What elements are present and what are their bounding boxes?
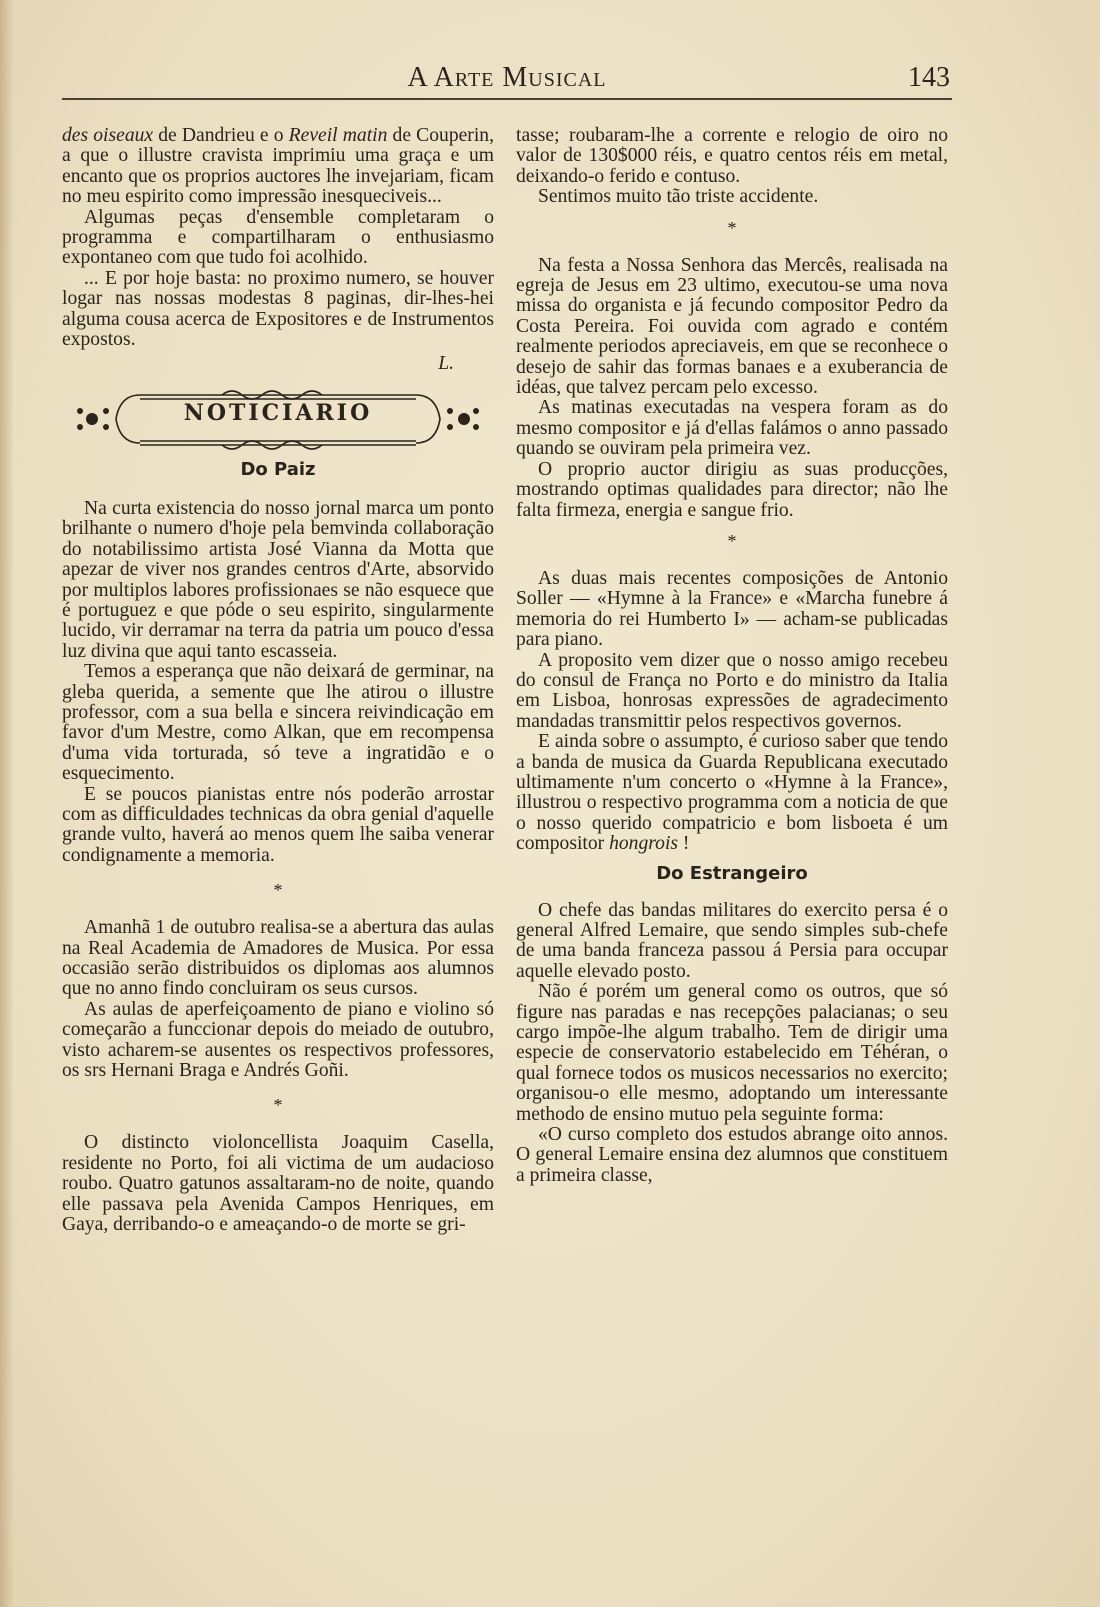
article-paragraph: Não é porém um general como os outros, que só figure nas paradas e nas recepções palacianas; o seu cargo impõe-lhe algum trabalho. Tem de dirigir uma especie de conservatorio estabelecido em Téhéran, o qual fornece todos os musicos necessarios no exercito; organisou-o elle mesmo, adoptando um interessante methodo de ensino mutuo pela seguinte forma:	[516, 981, 948, 1125]
journal-title: A Arte Musical	[407, 62, 607, 93]
section-heading-do-paiz: Do Paiz	[240, 458, 316, 480]
article-paragraph: Algumas peças d'ensemble completaram o programma e compartilharam o enthusiasmo expontaneo com que tudo foi acolhido.	[62, 206, 494, 269]
article-paragraph	[62, 126, 494, 208]
article-paragraph: E se poucos pianistas entre nós poderão arrostar com as difficuldades technicas da obra genial d'aquelle grande vulto, haverá ao menos quem lhe saiba venerar condignamente a memoria.	[62, 783, 494, 866]
author-signature: L.	[438, 353, 454, 375]
paragraph-text: de Couperin, a que o illustre cravista imprimiu uma graça e um encanto que os proprios auctores lhe invejariam, ficam no meu espirito como impressão inesqueciveis...	[62, 125, 494, 208]
paragraph-text: de Dandrieu e o	[153, 125, 289, 146]
article-paragraph: Temos a esperança que não deixará de germinar, na gleba querida, a semente que lhe atirou o illustre professor, com a sua bella e sincera reivindicação em favor d'um Mestre, como Alkan, que em recompensa d'uma vida torturada, só teve a ingratidão e o esquecimento.	[62, 661, 494, 785]
article-paragraph: As matinas executadas na vespera foram as do mesmo compositor e já d'ellas falámos o anno passado quando se ouviram pela primeira vez.	[516, 397, 948, 460]
noticiario-ornament	[62, 385, 494, 453]
article-paragraph: As aulas de aperfeiçoamento de piano e violino só começarão a funccionar depois do meiado de outubro, visto acharem-se ausentes os respectivos professores, os srs Hernani Braga e Andrés Goñi.	[62, 998, 494, 1082]
article-paragraph: Na curta existencia do nosso jornal marca um ponto brilhante o numero d'hoje pela bemvinda collaboração do notabilissimo artista José Vianna da Motta que apezar de viver nos grandes centros d'Arte, absorvido por multiplos labores profissionaes se não esquece que é portuguez e que póde o seu espirito, singularmente lucido, vir derramar na terra da patria um pouco d'essa luz divina que aqui tanto escasseia.	[62, 497, 494, 662]
article-paragraph: Sentimos muito tão triste accidente.	[538, 186, 819, 208]
separator-asterisk: *	[727, 217, 737, 238]
right-column	[516, 126, 948, 1186]
separator-asterisk: *	[273, 880, 283, 901]
page-number: 143	[908, 62, 950, 93]
article-paragraph: Amanhã 1 de outubro realisa-se a abertura das aulas na Real Academia de Amadores de Musica. Por essa occasião serão distribuidos os diplomas aos alumnos que no anno findo concluiram os seus cursos.	[62, 917, 494, 1000]
article-paragraph: O chefe das bandas militares do exercito persa é o general Alfred Lemaire, que sendo simples sub-chefe de uma banda franceza passou á Persia para occupar aquelle elevado posto.	[516, 899, 948, 982]
left-column	[62, 126, 494, 1235]
page-edge-shadow	[0, 0, 14, 1607]
article-paragraph: O distincto violoncellista Joaquim Casella, residente no Porto, foi ali victima de um audacioso roubo. Quatro gatunos assaltaram-no de noite, quando elle passava pela Avenida Campos Henriques, em Gaya, derribando-o e ameaçando-o de morte se gri-	[62, 1132, 494, 1236]
article-paragraph: Na festa a Nossa Senhora das Mercês, realisada na egreja de Jesus em 23 ultimo, executou-se uma nova missa do organista e já fecundo compositor Pedro da Costa Pereira. Foi ouvida com agrado e contém realmente periodos apreciaveis, em que se reconhece o desejo de sahir das formas banaes e a exuberancia de idéas, que talvez percam pelo excesso.	[516, 254, 948, 399]
article-paragraph: «O curso completo dos estudos abrange oito annos. O general Lemaire ensina dez alumnos que constituem a primeira classe,	[516, 1124, 948, 1186]
article-paragraph: tasse; roubaram-lhe a corrente e relogio de oiro no valor de 130$000 réis, e quatro centos réis em metal, deixando-o ferido e contuso.	[516, 125, 948, 187]
article-paragraph: As duas mais recentes composições de Antonio Soller — «Hymne à la France» e «Marcha funebre á memoria do rei Humberto I» — acham-se publicadas para piano.	[516, 567, 948, 651]
header-rule	[62, 98, 952, 100]
section-heading-do-estrangeiro: Do Estrangeiro	[656, 862, 808, 884]
separator-asterisk: *	[273, 1095, 283, 1116]
paragraph-text: E ainda sobre o assumpto, é curioso saber que tendo a banda de musica da Guarda Republicana executado ultimamente n'um concerto o «Hymne à la France», illustrou o respectivo programma com a noticia de que o nosso querido compatricio e bom lisboeta é um compositor	[516, 731, 948, 855]
noticiario-title: NOTICIARIO	[183, 399, 373, 426]
separator-asterisk: *	[727, 530, 737, 551]
article-paragraph: O proprio auctor dirigiu as suas producções, mostrando optimas qualidades para director; não lhe falta firmeza, energia e sangue frio.	[516, 458, 948, 521]
italic-word: hongrois	[609, 833, 679, 855]
running-header	[62, 58, 952, 102]
paragraph-text: !	[682, 833, 690, 855]
article-paragraph: ... E por hoje basta: no proximo numero, se houver logar nas nossas modestas 8 paginas, dir-lhes-hei alguma cousa acerca de Expositores e de Instrumentos expostos.	[62, 267, 494, 351]
italic-title: des oiseaux	[62, 125, 154, 146]
article-paragraph: A proposito vem dizer que o nosso amigo recebeu do consul de França no Porto e do ministro da Italia em Lisboa, honrosas expressões de agradecimento mandadas transmittir pelos respectivos governos.	[516, 649, 948, 732]
article-paragraph	[516, 732, 948, 854]
italic-title: Reveil matin	[288, 125, 388, 146]
